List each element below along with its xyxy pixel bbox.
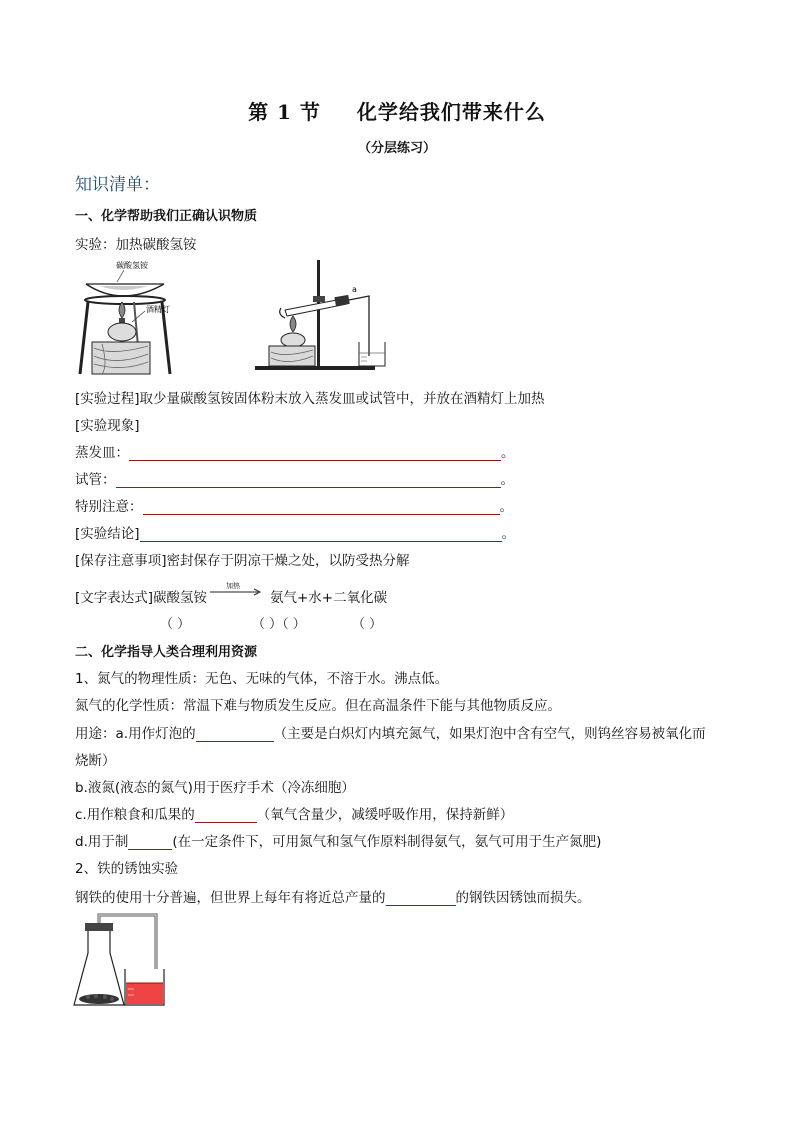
storage-note: [保存注意事项]密封保存于阴凉干燥之处，以防受热分解 <box>75 553 410 569</box>
reaction-arrow <box>208 580 264 598</box>
blank-reactant-formula[interactable]: （ ） <box>160 617 191 632</box>
test-tube-heating-figure <box>255 258 395 373</box>
note-answer-blank[interactable] <box>143 498 500 515</box>
n2-physical-properties: 1、氮气的物理性质：无色、无味的气体，不溶于水。沸点低。 <box>75 671 449 687</box>
blank-product-formulas[interactable]: （ ）（ ） <box>252 617 306 632</box>
use-c-blank[interactable] <box>195 806 257 823</box>
use-a-prefix: 用途：a.用作灯泡的 <box>75 726 196 742</box>
n2-chemical-properties: 氮气的化学性质：常温下难与物质发生反应。但在高温条件下能与其他物质反应。 <box>75 698 561 714</box>
note-period: 。 <box>499 499 513 515</box>
note-row <box>75 495 513 515</box>
use-a-suffix: （主要是白炽灯内填充氮气，如果灯泡中含有空气，则钨丝容易被氧化而 <box>273 726 706 742</box>
use-d-row <box>75 830 601 850</box>
use-a-continuation: 烧断） <box>75 753 116 769</box>
iron-heading: 2、铁的锈蚀实验 <box>75 861 179 877</box>
evaporating-dish-figure <box>72 256 182 381</box>
iron-text-suffix: 的钢铁因锈蚀而损失。 <box>455 890 591 906</box>
dish-answer-blank[interactable] <box>129 444 501 461</box>
use-b: b.液氮(液态的氮气)用于医疗手术（冷冻细胞） <box>75 780 355 796</box>
use-c-prefix: c.用作粮食和瓜果的 <box>75 807 195 823</box>
use-a-blank[interactable] <box>196 725 274 742</box>
word-equation-prefix: [文字表达式]碳酸氢铵 <box>75 590 208 606</box>
section-heading-1: 一、化学帮助我们正确认识物质 <box>75 209 258 224</box>
title-section: 第 1 节 <box>248 100 321 124</box>
tube-row <box>75 468 514 488</box>
use-c-suffix: （氧气含量少，减缓呼吸作用，保持新鲜） <box>256 807 514 823</box>
title-main: 化学给我们带来什么 <box>356 100 546 124</box>
dish-period: 。 <box>501 445 515 461</box>
figure-label-a: a <box>352 285 357 294</box>
heat-condition: 加热 <box>226 582 240 590</box>
use-d-blank[interactable] <box>128 833 172 850</box>
conclusion-row <box>75 522 515 542</box>
page-subtitle: （分层练习） <box>357 141 436 156</box>
word-equation-products: 氨气+水+二氧化碳 <box>270 590 388 606</box>
conclusion-label: [实验结论] <box>75 526 140 542</box>
use-d-suffix: (在一定条件下，可用氮气和氢气作原料制得氨气，氨气可用于生产氮肥) <box>172 834 602 850</box>
iron-rusting-figure <box>70 913 170 1013</box>
experiment-phenomenon-label: [实验现象] <box>75 418 140 434</box>
iron-text-row <box>75 886 591 906</box>
conclusion-period: 。 <box>501 526 516 542</box>
dish-label: 蒸发皿： <box>75 445 129 461</box>
tube-period: 。 <box>500 472 514 488</box>
iron-text-prefix: 钢铁的使用十分普遍，但世界上每年有将近总产量的 <box>75 890 386 906</box>
figure-label-lamp: 酒精灯 <box>146 305 170 314</box>
blank-co2-formula[interactable]: （ ） <box>352 617 383 632</box>
use-d-prefix: d.用于制 <box>75 834 129 850</box>
iron-loss-blank[interactable] <box>386 889 456 906</box>
dish-row <box>75 441 515 461</box>
use-a-row <box>75 722 706 742</box>
experiment-title: 实验：加热碳酸氢铵 <box>75 237 197 253</box>
experiment-process: [实验过程]取少量碳酸氢铵固体粉末放入蒸发皿或试管中，并放在酒精灯上加热 <box>75 391 545 407</box>
section-heading-2: 二、化学指导人类合理利用资源 <box>75 645 258 660</box>
tube-label: 试管： <box>75 472 116 488</box>
use-c-row <box>75 803 513 823</box>
conclusion-answer-blank[interactable] <box>140 525 502 542</box>
knowledge-heading: 知识清单： <box>75 175 160 195</box>
page-title <box>0 96 794 125</box>
note-label: 特别注意： <box>75 499 143 515</box>
tube-answer-blank[interactable] <box>116 471 501 488</box>
figure-label-nh4hco3: 碳酸氢铵 <box>116 261 148 270</box>
